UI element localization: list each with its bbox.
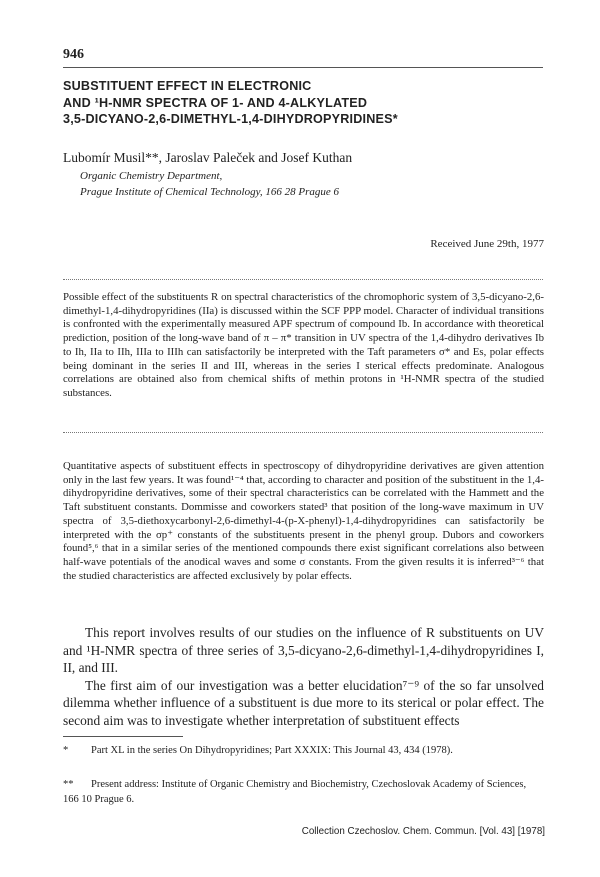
abstract: Possible effect of the substituents R on spectral characteristics of the chromophoric system of 3,5-dicyano-2,6-dimethyl-1,4-dihydropyridines (IIa) is discussed within the SCF PPP model. Character of individual transitions is confronted with the experimentally measured APF spectrum of compound Ib. In accordance with theoretical prediction, position of the long-wave band of π – π* transition in UV spectra of the 1,4-dihydro derivatives Ib to Ih, IIa to IIh, IIIa to IIIh can satisfactorily be interpreted with the Taft parameters σ* and Es, polar effects being dominant in the series II and III, whereas in the series I sterical effects predominate. Analogous correlations are obtained also from chemical shifts of methin protons in ¹H-NMR spectra of the studied substances. <box>63 291 544 399</box>
body-paragraph-1: This report involves results of our studies on the influence of R substituents on UV and ¹H-NMR spectra of three series of 3,5-dicyano-2,6-dimethyl-1,4-dihydropyridines I, II, and III. <box>63 625 544 676</box>
page-number: 946 <box>63 47 84 62</box>
footnote-2-text: Present address: Institute of Organic Chemistry and Biochemistry, Czechoslovak Academy of Sciences, 166 10 Prague 6. <box>63 779 527 805</box>
title-line-2: AND ¹H-NMR SPECTRA OF 1- AND 4-ALKYLATED <box>63 95 368 110</box>
footnote-1-text: Part XL in the series On Dihydropyridines; Part XXXIX: This Journal 43, 434 (1978). <box>91 745 453 756</box>
footnote-1-mark: * <box>63 745 69 756</box>
journal-footer: Collection Czechoslov. Chem. Commun. [Vol. 43] [1978] <box>301 826 545 837</box>
title-line-1: SUBSTITUENT EFFECT IN ELECTRONIC <box>63 79 312 93</box>
received-date: Received June 29th, 1977 <box>430 238 544 250</box>
footnote-1 <box>63 744 544 759</box>
body-paragraph-2: The first aim of our investigation was a better elucidation⁷⁻⁹ of the so far unsolved dilemma whether influence of a substituent is due more to its sterical or polar effect. The second aim was to investigate whether interpretation of substituent effects <box>63 677 544 728</box>
footnote-rule <box>63 736 183 737</box>
body-text <box>63 624 544 730</box>
footnote-2-mark: ** <box>63 779 74 790</box>
abstract-bottom-rule <box>63 432 543 433</box>
affiliation <box>80 168 540 200</box>
authors: Lubomír Musil**, Jaroslav Paleček and Josef Kuthan <box>63 150 353 165</box>
paper-title <box>63 78 543 128</box>
affiliation-dept: Organic Chemistry Department, <box>80 170 223 182</box>
introduction: Quantitative aspects of substituent effects in spectroscopy of dihydropyridine derivatives are given attention only in the last few years. It was found¹⁻⁴ that, according to character and position of the substituent in the 1,4-dihydropyridine derivatives, some of their spectral characteristics can be correlated with the Hammett and the Taft substituent constants. Dommisse and coworkers stated³ that position of the long-wave maximum in UV spectra of 3,5-diethoxycarbonyl-2,6-dimethyl-4-(p-X-phenyl)-1,4-dihydropyridines can satisfactorily be interpreted with the σp⁺ constants of the substituents present in the phenyl group. Dubors and coworkers found⁵,⁶ that in a similar series of the mentioned compounds there exist significant correlations also between half-wave potentials of the anodical waves and some σ constants. From the given results it is inferred³⁻⁶ that the studied characteristics are affected exclusively by polar effects. <box>63 460 544 582</box>
header-rule <box>63 67 543 68</box>
footnote-2 <box>63 778 544 807</box>
abstract-top-rule <box>63 279 543 280</box>
affiliation-institute: Prague Institute of Chemical Technology, 166 28 Prague 6 <box>80 186 339 198</box>
title-line-3: 3,5-DICYANO-2,6-DIMETHYL-1,4-DIHYDROPYRIDINES* <box>63 112 398 126</box>
